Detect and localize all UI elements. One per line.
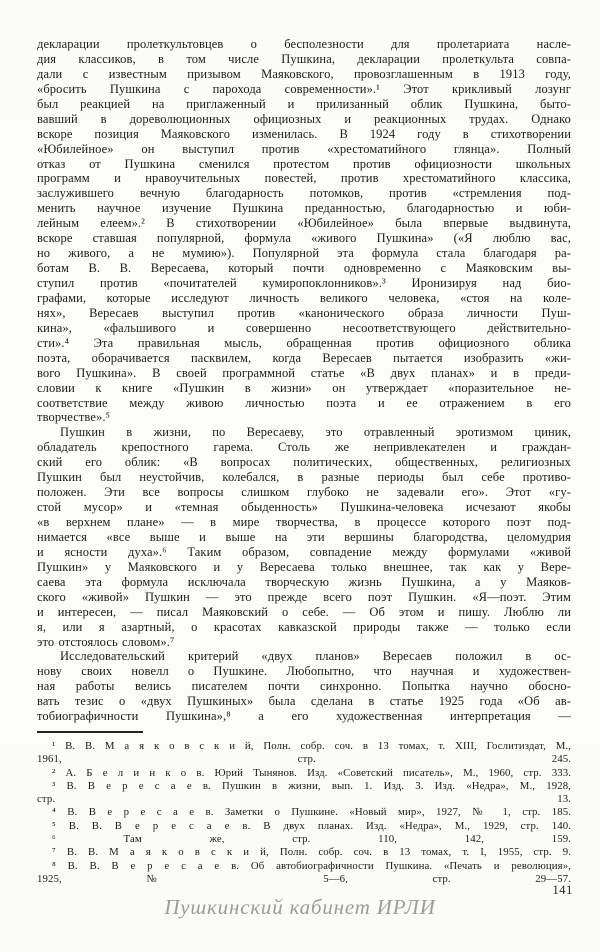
body-text-line: нимается «все выше и выше на эти вершины благородства, целомудрия [37,529,571,544]
body-text-line: «Юбилейное» он выступил против «хрестоматийного глянца». Полный [37,141,571,156]
body-text-line: вать тезис о «двух Пушкиных» была сделана в статье 1925 года «Об ав- [37,694,571,709]
body-text-line: словии к книге «Пушкин в жизни» он утверждает «поразительное не- [37,380,571,395]
body-text-line: соответствие между живою личностью поэта и ее отражением в его [37,395,571,410]
body-text-line: ная работы велись писателем почти синхронно. Попытка научно обосно- [37,679,571,694]
body-text-line: ский его облик: «В вопросах политических, общественных, религиозных [37,455,571,470]
watermark-text: Пушкинский кабинет ИРЛИ [164,895,436,919]
footnote-line: ⁶ Там же, стр. 110, 142, 159. [52,833,571,846]
body-text-line: был реакцией на приглаженный и прилизанный облик Пушкина, быто- [37,96,571,111]
page-number: 141 [552,883,573,897]
footnote-line: стр. 13. [37,793,571,806]
body-text-line: дия классиков, в том числе Пушкина, декларации пролеткульта совпа- [37,51,571,66]
footnote-line: 1925, № 5—6, стр. 29—57. [37,872,571,885]
body-text-line: Пушкин в жизни, по Вересаеву, это отравленный эротизмом циник, [60,425,571,440]
footnotes [37,740,571,886]
body-text-line: обладатель крепостного гарема. Столь же непривлекателен и граждан- [37,440,571,455]
body-text-line: ского «живой» Пушкин — это прежде всего поэт Пушкин. «Я—поэт. Этим [37,589,571,604]
body-text-line: и ясности духа».⁶ Таким образом, совпадение между формулами «живой [37,544,571,559]
body-text-line: вскоре позиция Маяковского изменилась. В 1924 году в стихотворении [37,126,571,141]
footnote-line: ³ В. В е р е с а е в. Пушкин в жизни, вып. 1. Изд. 3. Изд. «Недра», М., 1928, [52,779,571,792]
body-text-line: вскоре ставшая популярной, формула «живого Пушкина» («Я люблю вас, [37,231,571,246]
footnote-line: ⁵ В. В. В е р е с а е в. В двух планах. Изд. «Недра», М., 1929, стр. 140. [52,819,571,832]
footnote-line: ² А. Б е л и н к о в. Юрий Тынянов. Изд. «Советский писатель», М., 1960, стр. 333. [52,766,571,779]
body-text-line: кина», «фальшивого и совершенно несоответствующего действительно- [37,320,571,335]
body-text-line: тобиографичности Пушкина»,⁸ а его художественная интерпретация — [37,709,571,724]
footnote-line: ¹ В. В. М а я к о в с к и й, Полн. собр. соч. в 13 томах, т. XIII, Гослитиздат, М., [52,740,571,752]
body-text-line: вавший в дореволюционных официозных и реакционных трудах. Однако [37,111,571,126]
footnote-line: ⁴ В. В е р е с а е в. Заметки о Пушкине. «Новый мир», 1927, № 1, стр. 185. [52,806,571,819]
body-text-line: заслужившего вечную благодарность потомков, против «стремления под- [37,186,571,201]
footnote-separator [37,731,143,733]
body-text-line: это отстоялось словом».⁷ [37,634,175,649]
body-text-line: ступил против «почитателей кумиропоклонников».³ Иронизируя над био- [37,276,571,290]
body-text-line: лейным елеем».² В стихотворении «Юбилейное» была впервые выдвинута, [37,216,571,231]
body-text-line: ботам В. В. Вересаева, который почти одновременно с Маяковским вы- [37,261,571,276]
body-text-line: сти».⁴ Эта правильная мысль, обращенная против официозного облика [37,335,571,350]
body-text-line: дали с известным призывом Маяковского, провозглашенным в 1913 году, [37,66,571,81]
body-text-line: вого Пушкина». В своей программной статье «В двух планах» и в преди- [37,365,571,380]
body-text-line: программ и нравоучительных повестей, против хрестоматийного классика, [37,171,571,186]
footnote-line: ⁸ В. В. В е р е с а е в. Об автобиографичности Пушкина. «Печать и революция», [52,859,571,872]
body-text-line: декларации пролеткультовцев о бесполезности для пролетариата насле- [37,37,571,51]
body-text-line: «в верхнем плане» — в мире творчества, в процессе которого поэт под- [37,515,571,529]
body-text-line: Пушкин был неустойчив, колебался, в разные периоды был себе противо- [37,470,571,485]
body-text-line: я, или я азартный, о красотах кавказской природы также — только если [37,619,571,634]
footnote-line: ⁷ В. В. М а я к о в с к и й, Полн. собр. соч. в 13 томах, т. I, 1955, стр. 9. [52,846,571,859]
body-text-line: поэта, оборачивается пасквилем, когда Вересаев пытается изобразить «жи- [37,350,571,365]
body-text-line: отказ от Пушкина сменился протестом против официозности школьных [37,156,571,171]
body-text-line: «бросить Пушкина с парохода современности».¹ Этот крикливый лозунг [37,81,571,96]
body-text-line: Пушкин» у Маяковского и у Вересаева только внешнее, так как у Вере- [37,559,571,574]
body-text-line: и интересен, — писал Маяковский о себе. — Об этом и пишу. Люблю ли [37,604,571,619]
body-text-line: стой мусор» и «темная обыденность» Пушкина-человека исчезают якобы [37,500,571,515]
body-text-line: саева эта формула исключала творческую жизнь Пушкина, а у Маяков- [37,574,571,589]
body-text-line: графами, которые исследуют личность великого человека, «стоя на коле- [37,290,571,305]
body-text-line: менить научное изучение Пушкина преданностью, благодарностью и юби- [37,201,571,216]
body-text-line: положен. Эти все вопросы слишком глубоко не задевали его». Этот «гу- [37,485,571,500]
body-text-line: но живого, а не мумию»). Популярной эта формула стала благодаря ра- [37,246,571,261]
body-text-line: творчестве».⁵ [37,410,111,425]
body-text-line: нях», Вересаев выступил против «канонического образа личности Пуш- [37,305,571,320]
body-text-line: нову своих новелл о Пушкине. Любопытно, что научная и художествен- [37,664,571,679]
main-text [37,37,571,724]
body-text-line: Исследовательский критерий «двух планов» Вересаев положил в ос- [60,649,571,664]
footnote-line: 1961, стр. 245. [37,753,571,766]
